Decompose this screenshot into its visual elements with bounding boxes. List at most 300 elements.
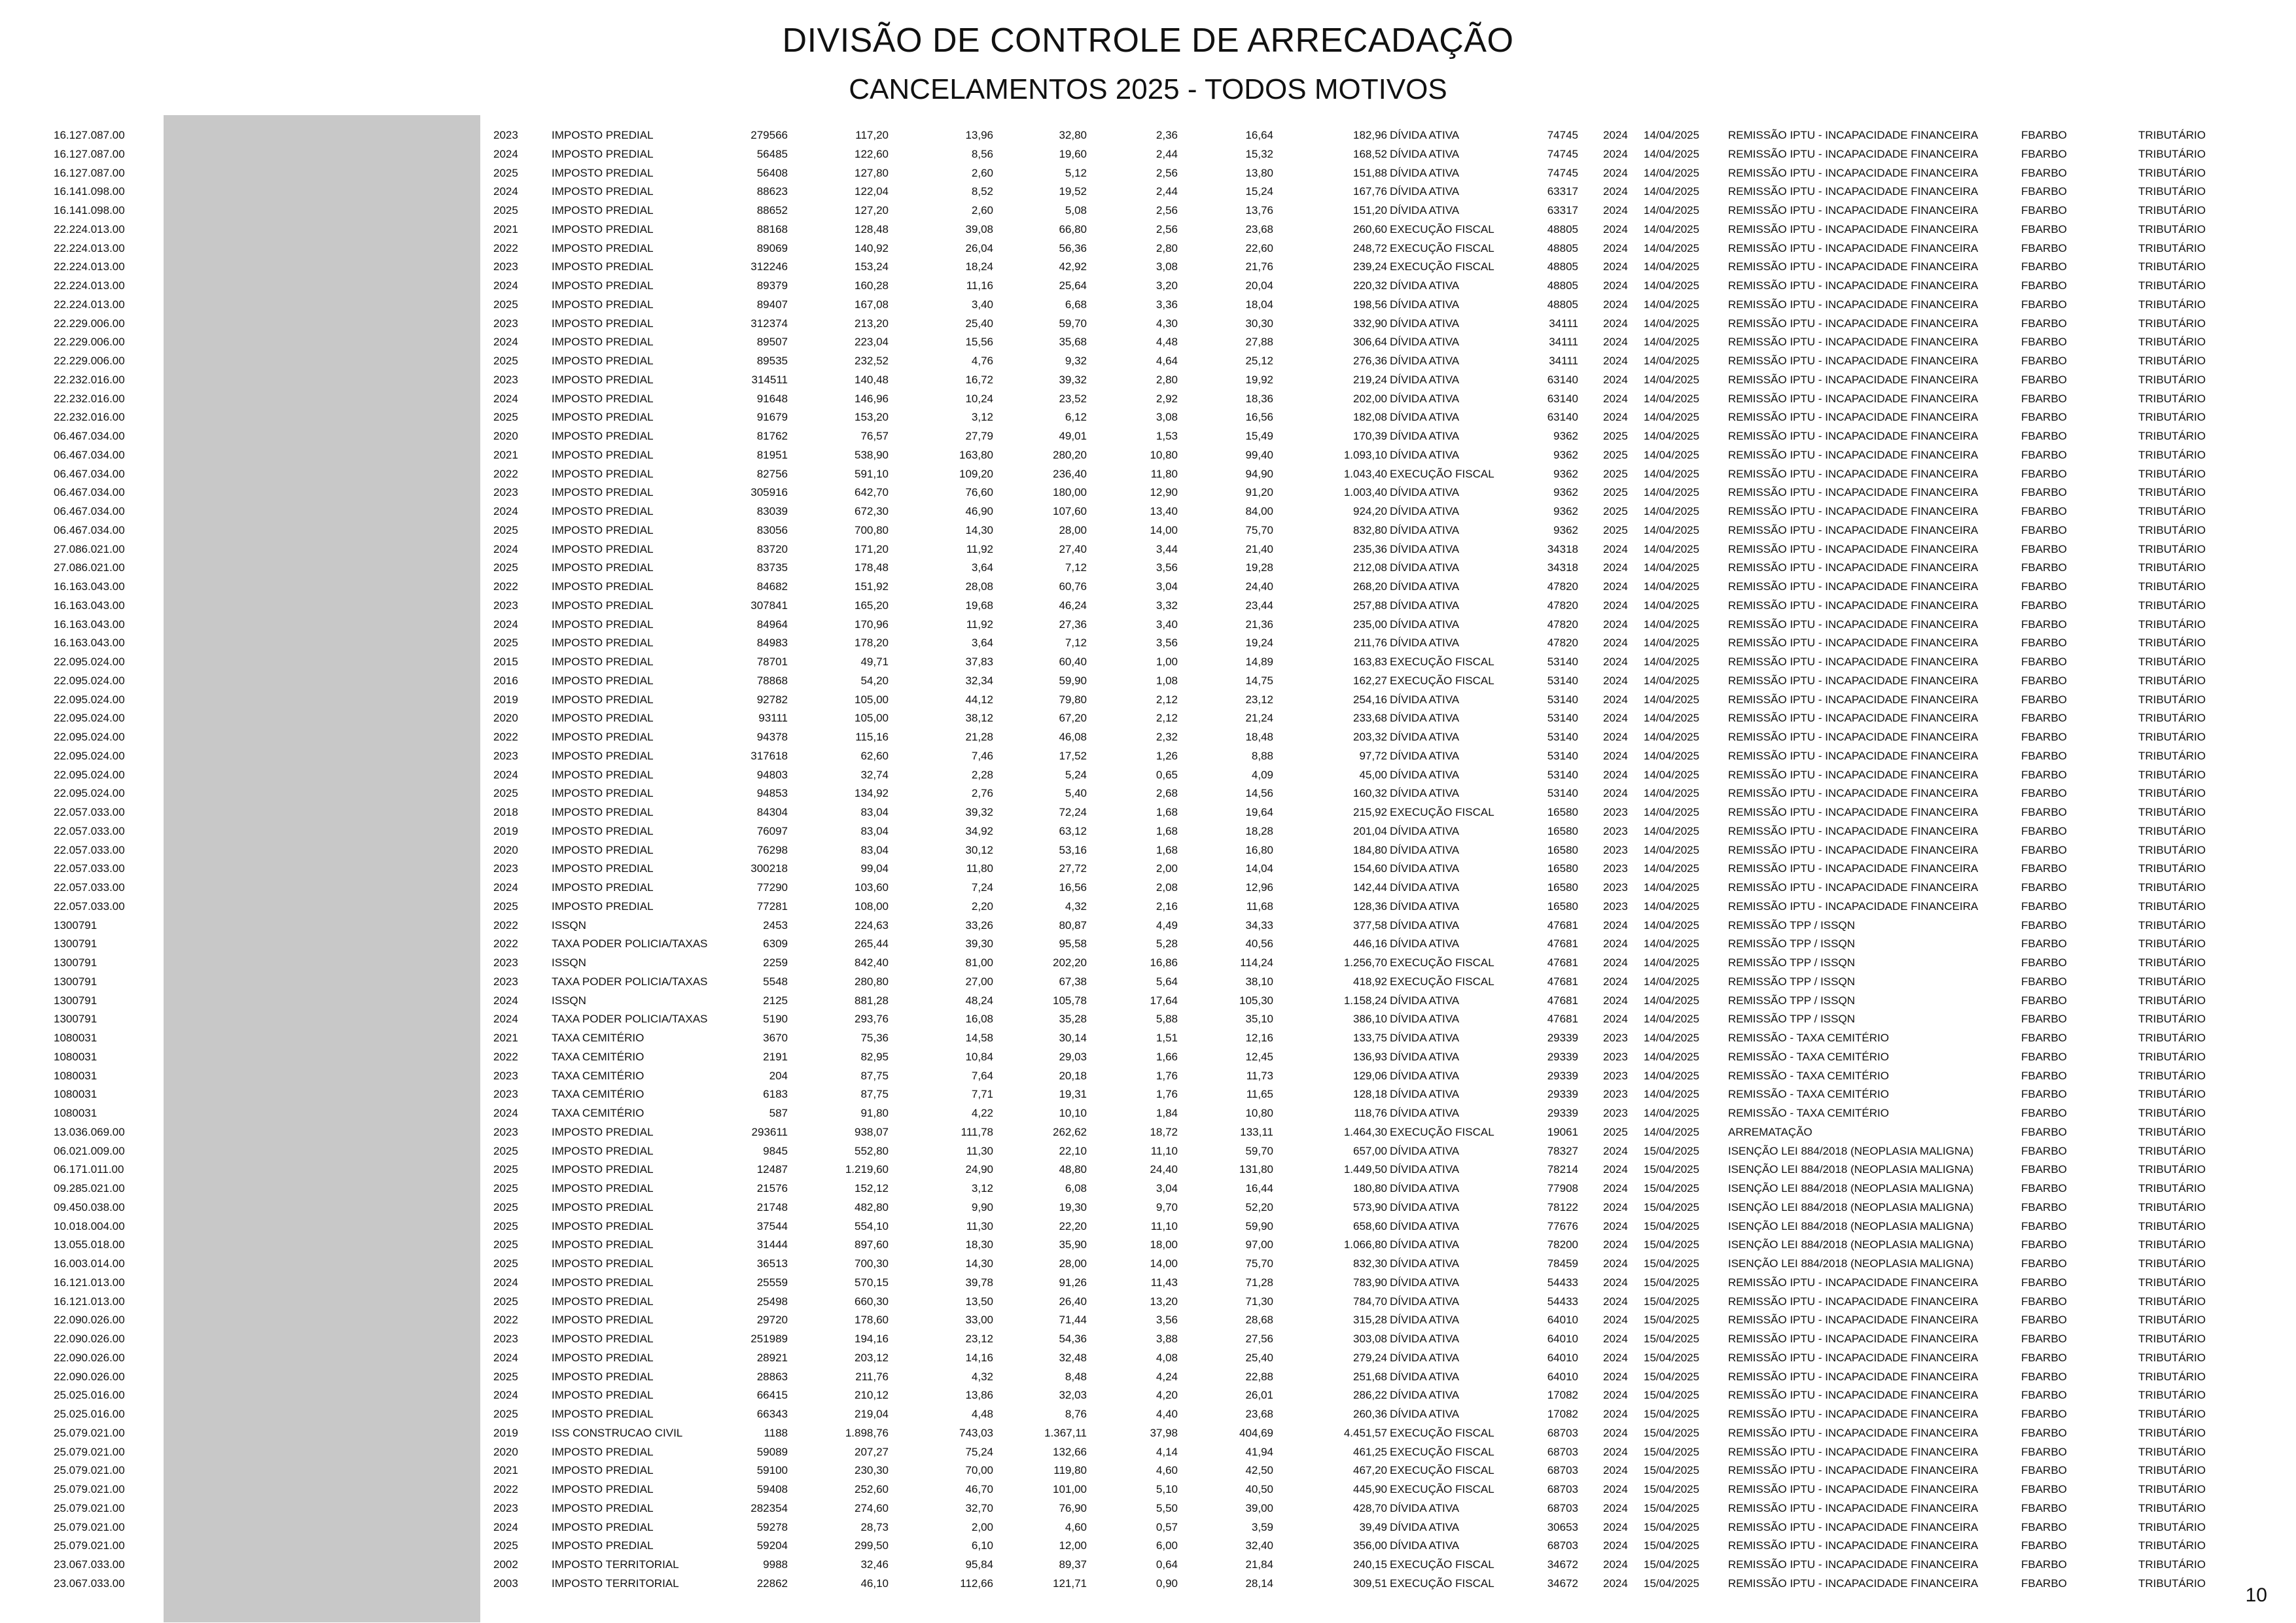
cell-correcao: 3,56 bbox=[1156, 561, 1178, 574]
cell-correcao: 5,10 bbox=[1156, 1483, 1178, 1495]
cell-exercicio: 2024 bbox=[493, 1351, 518, 1364]
cell-valor-principal: 99,04 bbox=[860, 862, 889, 875]
cell-juros: 80,87 bbox=[1059, 918, 1087, 932]
cell-ano-processo: 2024 bbox=[1603, 279, 1628, 292]
cell-total: 254,16 bbox=[1353, 693, 1387, 706]
table-row bbox=[0, 521, 2296, 540]
cell-inscricao: 06.467.034.00 bbox=[54, 505, 125, 517]
cell-setor: TRIBUTÁRIO bbox=[2138, 542, 2206, 555]
cell-motivo: REMISSÃO IPTU - INCAPACIDADE FINANCEIRA bbox=[1728, 1520, 1979, 1533]
cell-correcao: 2,44 bbox=[1156, 147, 1178, 160]
cell-motivo: ISENÇÃO LEI 884/2018 (NEOPLASIA MALIGNA) bbox=[1728, 1182, 1974, 1195]
cell-lancamento: 59408 bbox=[756, 1483, 788, 1495]
cell-usuario: FBARBO bbox=[2021, 129, 2067, 141]
cell-correcao: 1,68 bbox=[1156, 824, 1178, 837]
table-row bbox=[0, 352, 2296, 371]
cell-honorarios: 23,12 bbox=[1245, 693, 1273, 706]
cell-juros: 91,26 bbox=[1059, 1276, 1087, 1289]
cell-honorarios: 32,40 bbox=[1245, 1539, 1273, 1552]
cell-usuario: FBARBO bbox=[2021, 1426, 2067, 1439]
cell-motivo: REMISSÃO TPP / ISSQN bbox=[1728, 975, 1855, 988]
cell-processo: 48805 bbox=[1547, 241, 1578, 254]
cell-tributo: IMPOSTO PREDIAL bbox=[552, 674, 654, 687]
cell-multa: 3,12 bbox=[971, 1182, 993, 1195]
cell-data: 15/04/2025 bbox=[1644, 1483, 1700, 1495]
cell-situacao: DÍVIDA ATIVA bbox=[1390, 1107, 1460, 1119]
cell-exercicio: 2023 bbox=[493, 599, 518, 612]
cell-situacao: DÍVIDA ATIVA bbox=[1390, 712, 1460, 725]
cell-ano-processo: 2024 bbox=[1603, 336, 1628, 349]
cell-situacao: DÍVIDA ATIVA bbox=[1390, 1370, 1460, 1383]
cell-juros: 107,60 bbox=[1053, 505, 1087, 517]
cell-juros: 119,80 bbox=[1053, 1464, 1087, 1477]
cell-lancamento: 317618 bbox=[751, 749, 788, 762]
cell-lancamento: 84304 bbox=[756, 806, 788, 818]
cell-multa: 32,70 bbox=[965, 1501, 993, 1514]
cell-ano-processo: 2024 bbox=[1603, 1163, 1628, 1176]
cell-processo: 19061 bbox=[1547, 1125, 1578, 1138]
cell-motivo: REMISSÃO IPTU - INCAPACIDADE FINANCEIRA bbox=[1728, 260, 1979, 273]
cell-motivo: REMISSÃO IPTU - INCAPACIDADE FINANCEIRA bbox=[1728, 787, 1979, 800]
cell-tributo: IMPOSTO PREDIAL bbox=[552, 523, 654, 536]
cell-usuario: FBARBO bbox=[2021, 1464, 2067, 1477]
cell-lancamento: 56485 bbox=[756, 147, 788, 160]
cell-exercicio: 2019 bbox=[493, 824, 518, 837]
cell-juros: 89,37 bbox=[1059, 1558, 1087, 1571]
cell-valor-principal: 83,04 bbox=[860, 824, 889, 837]
cell-processo: 9362 bbox=[1553, 467, 1578, 480]
cell-valor-principal: 552,80 bbox=[855, 1144, 889, 1157]
cell-correcao: 4,24 bbox=[1156, 1370, 1178, 1383]
cell-tributo: IMPOSTO PREDIAL bbox=[552, 1238, 654, 1251]
cell-correcao: 11,10 bbox=[1150, 1219, 1178, 1232]
cell-ano-processo: 2024 bbox=[1603, 956, 1628, 969]
table-row bbox=[0, 1142, 2296, 1161]
cell-inscricao: 25.079.021.00 bbox=[54, 1539, 125, 1552]
cell-honorarios: 12,16 bbox=[1245, 1032, 1273, 1044]
cell-ano-processo: 2024 bbox=[1603, 1558, 1628, 1571]
cell-setor: TRIBUTÁRIO bbox=[2138, 1200, 2206, 1213]
cell-exercicio: 2025 bbox=[493, 1219, 518, 1232]
table-row bbox=[0, 220, 2296, 239]
cell-correcao: 2,08 bbox=[1156, 881, 1178, 894]
cell-lancamento: 31444 bbox=[756, 1238, 788, 1251]
cell-exercicio: 2003 bbox=[493, 1577, 518, 1590]
cell-multa: 9,90 bbox=[971, 1200, 993, 1213]
cell-exercicio: 2020 bbox=[493, 1445, 518, 1458]
cell-juros: 132,66 bbox=[1053, 1445, 1087, 1458]
cell-inscricao: 16.121.013.00 bbox=[54, 1295, 125, 1308]
cell-situacao: DÍVIDA ATIVA bbox=[1390, 1539, 1460, 1552]
cell-inscricao: 22.095.024.00 bbox=[54, 749, 125, 762]
cell-lancamento: 37544 bbox=[756, 1219, 788, 1232]
cell-situacao: DÍVIDA ATIVA bbox=[1390, 749, 1460, 762]
cell-usuario: FBARBO bbox=[2021, 918, 2067, 932]
cell-exercicio: 2025 bbox=[493, 1370, 518, 1383]
cell-honorarios: 91,20 bbox=[1245, 486, 1273, 499]
cell-honorarios: 16,56 bbox=[1245, 411, 1273, 424]
cell-inscricao: 22.224.013.00 bbox=[54, 222, 125, 236]
cell-juros: 67,20 bbox=[1059, 712, 1087, 725]
cell-honorarios: 23,44 bbox=[1245, 599, 1273, 612]
cell-correcao: 13,40 bbox=[1150, 505, 1178, 517]
cell-correcao: 1,68 bbox=[1156, 843, 1178, 856]
cell-situacao: DÍVIDA ATIVA bbox=[1390, 1182, 1460, 1195]
cell-lancamento: 91679 bbox=[756, 411, 788, 424]
cell-lancamento: 279566 bbox=[751, 129, 788, 141]
cell-honorarios: 35,10 bbox=[1245, 1013, 1273, 1026]
cell-tributo: IMPOSTO PREDIAL bbox=[552, 768, 654, 781]
cell-juros: 101,00 bbox=[1053, 1483, 1087, 1495]
cell-honorarios: 99,40 bbox=[1245, 448, 1273, 461]
cell-situacao: EXECUÇÃO FISCAL bbox=[1390, 260, 1494, 273]
cell-multa: 4,48 bbox=[971, 1408, 993, 1420]
cell-correcao: 4,64 bbox=[1156, 355, 1178, 367]
cell-tributo: IMPOSTO PREDIAL bbox=[552, 693, 654, 706]
cell-lancamento: 83056 bbox=[756, 523, 788, 536]
cell-usuario: FBARBO bbox=[2021, 448, 2067, 461]
cell-exercicio: 2020 bbox=[493, 712, 518, 725]
cell-setor: TRIBUTÁRIO bbox=[2138, 1163, 2206, 1176]
cell-motivo: REMISSÃO IPTU - INCAPACIDADE FINANCEIRA bbox=[1728, 806, 1979, 818]
cell-situacao: DÍVIDA ATIVA bbox=[1390, 899, 1460, 913]
table-row bbox=[0, 1274, 2296, 1293]
cell-situacao: DÍVIDA ATIVA bbox=[1390, 1013, 1460, 1026]
cell-data: 14/04/2025 bbox=[1644, 185, 1700, 198]
cell-total: 142,44 bbox=[1353, 881, 1387, 894]
cell-motivo: REMISSÃO IPTU - INCAPACIDADE FINANCEIRA bbox=[1728, 129, 1979, 141]
cell-valor-principal: 160,28 bbox=[855, 279, 889, 292]
cell-data: 15/04/2025 bbox=[1644, 1445, 1700, 1458]
cell-situacao: DÍVIDA ATIVA bbox=[1390, 693, 1460, 706]
cell-inscricao: 22.095.024.00 bbox=[54, 674, 125, 687]
cell-juros: 95,58 bbox=[1059, 937, 1087, 951]
cell-correcao: 2,80 bbox=[1156, 241, 1178, 254]
page-title: DIVISÃO DE CONTROLE DE ARRECADAÇÃO bbox=[782, 22, 1514, 60]
cell-total: 240,15 bbox=[1353, 1558, 1387, 1571]
cell-usuario: FBARBO bbox=[2021, 279, 2067, 292]
cell-usuario: FBARBO bbox=[2021, 749, 2067, 762]
cell-juros: 10,10 bbox=[1059, 1107, 1087, 1119]
cell-tributo: IMPOSTO PREDIAL bbox=[552, 862, 654, 875]
cell-valor-principal: 897,60 bbox=[855, 1238, 889, 1251]
cell-ano-processo: 2024 bbox=[1603, 1408, 1628, 1420]
cell-total: 45,00 bbox=[1359, 768, 1387, 781]
cell-lancamento: 88168 bbox=[756, 222, 788, 236]
cell-juros: 8,48 bbox=[1065, 1370, 1087, 1383]
cell-setor: TRIBUTÁRIO bbox=[2138, 373, 2206, 386]
cell-usuario: FBARBO bbox=[2021, 1295, 2067, 1308]
table-row bbox=[0, 784, 2296, 803]
cell-juros: 39,32 bbox=[1059, 373, 1087, 386]
cell-inscricao: 22.232.016.00 bbox=[54, 373, 125, 386]
cell-setor: TRIBUTÁRIO bbox=[2138, 1125, 2206, 1138]
cell-lancamento: 2259 bbox=[763, 956, 788, 969]
cell-honorarios: 11,68 bbox=[1246, 899, 1273, 913]
cell-ano-processo: 2024 bbox=[1603, 1200, 1628, 1213]
cell-valor-principal: 152,12 bbox=[855, 1182, 889, 1195]
cell-ano-processo: 2024 bbox=[1603, 1464, 1628, 1477]
cell-inscricao: 22.224.013.00 bbox=[54, 241, 125, 254]
cell-processo: 34111 bbox=[1549, 336, 1578, 349]
cell-ano-processo: 2024 bbox=[1603, 1013, 1628, 1026]
cell-usuario: FBARBO bbox=[2021, 542, 2067, 555]
cell-lancamento: 59204 bbox=[756, 1539, 788, 1552]
cell-total: 1.093,10 bbox=[1343, 448, 1387, 461]
cell-situacao: DÍVIDA ATIVA bbox=[1390, 1501, 1460, 1514]
cell-total: 182,08 bbox=[1353, 411, 1387, 424]
cell-exercicio: 2022 bbox=[493, 918, 518, 932]
table-row bbox=[0, 1349, 2296, 1368]
cell-data: 14/04/2025 bbox=[1644, 222, 1700, 236]
cell-setor: TRIBUTÁRIO bbox=[2138, 1276, 2206, 1289]
cell-valor-principal: 224,63 bbox=[855, 918, 889, 932]
cell-setor: TRIBUTÁRIO bbox=[2138, 580, 2206, 593]
cell-valor-principal: 105,00 bbox=[855, 712, 889, 725]
cell-honorarios: 18,36 bbox=[1245, 392, 1273, 405]
cell-motivo: REMISSÃO IPTU - INCAPACIDADE FINANCEIRA bbox=[1728, 317, 1979, 330]
cell-usuario: FBARBO bbox=[2021, 1333, 2067, 1345]
cell-ano-processo: 2024 bbox=[1603, 712, 1628, 725]
cell-usuario: FBARBO bbox=[2021, 1445, 2067, 1458]
cell-processo: 16580 bbox=[1547, 881, 1578, 894]
cell-total: 1.066,80 bbox=[1343, 1238, 1387, 1251]
table-row bbox=[0, 408, 2296, 427]
cell-total: 573,90 bbox=[1353, 1200, 1387, 1213]
table-row bbox=[0, 1104, 2296, 1123]
cell-tributo: IMPOSTO PREDIAL bbox=[552, 486, 654, 499]
cell-honorarios: 28,68 bbox=[1245, 1314, 1273, 1327]
cell-processo: 29339 bbox=[1547, 1050, 1578, 1063]
cell-lancamento: 81762 bbox=[756, 430, 788, 442]
table-row bbox=[0, 1255, 2296, 1274]
cell-correcao: 18,00 bbox=[1150, 1238, 1178, 1251]
cell-processo: 47820 bbox=[1547, 618, 1578, 631]
cell-honorarios: 21,40 bbox=[1245, 542, 1273, 555]
cell-inscricao: 23.067.033.00 bbox=[54, 1558, 125, 1571]
cell-inscricao: 25.079.021.00 bbox=[54, 1464, 125, 1477]
cell-inscricao: 1080031 bbox=[54, 1107, 97, 1119]
cell-exercicio: 2024 bbox=[493, 994, 518, 1007]
cell-motivo: REMISSÃO IPTU - INCAPACIDADE FINANCEIRA bbox=[1728, 655, 1979, 668]
cell-juros: 4,60 bbox=[1065, 1520, 1087, 1533]
cell-honorarios: 4,09 bbox=[1251, 768, 1273, 781]
cell-multa: 24,90 bbox=[965, 1163, 993, 1176]
cell-total: 170,39 bbox=[1353, 430, 1387, 442]
cell-valor-principal: 660,30 bbox=[855, 1295, 889, 1308]
cell-multa: 4,22 bbox=[971, 1107, 993, 1119]
cell-honorarios: 30,30 bbox=[1245, 317, 1273, 330]
cell-data: 14/04/2025 bbox=[1644, 204, 1700, 217]
cell-juros: 42,92 bbox=[1059, 260, 1087, 273]
cell-setor: TRIBUTÁRIO bbox=[2138, 1314, 2206, 1327]
cell-motivo: REMISSÃO - TAXA CEMITÉRIO bbox=[1728, 1050, 1889, 1063]
cell-data: 14/04/2025 bbox=[1644, 373, 1700, 386]
cell-usuario: FBARBO bbox=[2021, 392, 2067, 405]
cell-usuario: FBARBO bbox=[2021, 1351, 2067, 1364]
cell-processo: 68703 bbox=[1547, 1464, 1578, 1477]
cell-ano-processo: 2024 bbox=[1603, 542, 1628, 555]
cell-inscricao: 06.021.009.00 bbox=[54, 1144, 125, 1157]
cell-tributo: IMPOSTO PREDIAL bbox=[552, 166, 654, 179]
table-row bbox=[0, 1537, 2296, 1556]
cell-total: 832,80 bbox=[1353, 523, 1387, 536]
cell-tributo: ISSQN bbox=[552, 956, 586, 969]
cell-inscricao: 22.229.006.00 bbox=[54, 355, 125, 367]
cell-setor: TRIBUTÁRIO bbox=[2138, 430, 2206, 442]
cell-valor-principal: 210,12 bbox=[855, 1389, 889, 1402]
cell-data: 14/04/2025 bbox=[1644, 129, 1700, 141]
cell-lancamento: 36513 bbox=[756, 1257, 788, 1270]
cell-ano-processo: 2024 bbox=[1603, 637, 1628, 650]
cell-data: 14/04/2025 bbox=[1644, 448, 1700, 461]
cell-lancamento: 2125 bbox=[763, 994, 788, 1007]
cell-multa: 33,26 bbox=[965, 918, 993, 932]
cell-honorarios: 20,04 bbox=[1245, 279, 1273, 292]
cell-multa: 14,30 bbox=[965, 1257, 993, 1270]
cell-multa: 3,64 bbox=[971, 561, 993, 574]
cell-juros: 30,14 bbox=[1059, 1032, 1087, 1044]
cell-data: 14/04/2025 bbox=[1644, 542, 1700, 555]
cell-juros: 63,12 bbox=[1059, 824, 1087, 837]
cell-usuario: FBARBO bbox=[2021, 1219, 2067, 1232]
table-row bbox=[0, 258, 2296, 277]
cell-data: 14/04/2025 bbox=[1644, 166, 1700, 179]
cell-usuario: FBARBO bbox=[2021, 655, 2067, 668]
cell-juros: 17,52 bbox=[1059, 749, 1087, 762]
cell-usuario: FBARBO bbox=[2021, 336, 2067, 349]
cell-motivo: REMISSÃO IPTU - INCAPACIDADE FINANCEIRA bbox=[1728, 693, 1979, 706]
cell-inscricao: 25.025.016.00 bbox=[54, 1408, 125, 1420]
cell-processo: 29339 bbox=[1547, 1032, 1578, 1044]
cell-exercicio: 2020 bbox=[493, 843, 518, 856]
cell-tributo: IMPOSTO PREDIAL bbox=[552, 129, 654, 141]
cell-valor-principal: 134,92 bbox=[855, 787, 889, 800]
cell-processo: 53140 bbox=[1547, 749, 1578, 762]
cell-usuario: FBARBO bbox=[2021, 1069, 2067, 1082]
cell-setor: TRIBUTÁRIO bbox=[2138, 467, 2206, 480]
cell-juros: 19,52 bbox=[1059, 185, 1087, 198]
cell-exercicio: 2022 bbox=[493, 241, 518, 254]
cell-ano-processo: 2024 bbox=[1603, 222, 1628, 236]
cell-lancamento: 312246 bbox=[751, 260, 788, 273]
cell-juros: 59,70 bbox=[1059, 317, 1087, 330]
cell-situacao: EXECUÇÃO FISCAL bbox=[1390, 1125, 1494, 1138]
cell-juros: 46,08 bbox=[1059, 731, 1087, 743]
cell-inscricao: 22.090.026.00 bbox=[54, 1370, 125, 1383]
cell-total: 1.003,40 bbox=[1343, 486, 1387, 499]
cell-situacao: DÍVIDA ATIVA bbox=[1390, 129, 1460, 141]
cell-exercicio: 2023 bbox=[493, 1501, 518, 1514]
table-row bbox=[0, 1461, 2296, 1480]
cell-data: 14/04/2025 bbox=[1644, 1088, 1700, 1101]
cell-exercicio: 2023 bbox=[493, 486, 518, 499]
cell-situacao: EXECUÇÃO FISCAL bbox=[1390, 1558, 1494, 1571]
table-row bbox=[0, 126, 2296, 145]
cell-ano-processo: 2024 bbox=[1603, 204, 1628, 217]
cell-setor: TRIBUTÁRIO bbox=[2138, 637, 2206, 650]
cell-setor: TRIBUTÁRIO bbox=[2138, 411, 2206, 424]
table-row bbox=[0, 183, 2296, 201]
page-subtitle: CANCELAMENTOS 2025 - TODOS MOTIVOS bbox=[849, 73, 1447, 105]
cell-lancamento: 76097 bbox=[756, 824, 788, 837]
cell-valor-principal: 881,28 bbox=[855, 994, 889, 1007]
cell-total: 260,36 bbox=[1353, 1408, 1387, 1420]
cell-juros: 29,03 bbox=[1059, 1050, 1087, 1063]
cell-lancamento: 66415 bbox=[756, 1389, 788, 1402]
cell-usuario: FBARBO bbox=[2021, 1314, 2067, 1327]
cell-honorarios: 22,60 bbox=[1245, 241, 1273, 254]
cell-exercicio: 2025 bbox=[493, 166, 518, 179]
cell-valor-principal: 127,80 bbox=[855, 166, 889, 179]
cell-data: 15/04/2025 bbox=[1644, 1389, 1700, 1402]
cell-honorarios: 39,00 bbox=[1245, 1501, 1273, 1514]
cell-tributo: TAXA PODER POLICIA/TAXAS bbox=[552, 975, 708, 988]
cell-juros: 66,80 bbox=[1059, 222, 1087, 236]
cell-total: 428,70 bbox=[1353, 1501, 1387, 1514]
cell-total: 268,20 bbox=[1353, 580, 1387, 593]
cell-setor: TRIBUTÁRIO bbox=[2138, 1389, 2206, 1402]
cell-multa: 7,24 bbox=[971, 881, 993, 894]
cell-multa: 11,16 bbox=[966, 279, 993, 292]
cell-setor: TRIBUTÁRIO bbox=[2138, 1257, 2206, 1270]
table-row bbox=[0, 390, 2296, 409]
cell-processo: 63140 bbox=[1547, 411, 1578, 424]
cell-lancamento: 5548 bbox=[763, 975, 788, 988]
cell-valor-principal: 122,60 bbox=[855, 147, 889, 160]
cell-data: 14/04/2025 bbox=[1644, 392, 1700, 405]
cell-total: 233,68 bbox=[1353, 712, 1387, 725]
cell-multa: 13,50 bbox=[965, 1295, 993, 1308]
cell-ano-processo: 2024 bbox=[1603, 1276, 1628, 1289]
cell-valor-principal: 151,92 bbox=[855, 580, 889, 593]
cell-setor: TRIBUTÁRIO bbox=[2138, 166, 2206, 179]
cell-inscricao: 22.224.013.00 bbox=[54, 298, 125, 311]
cell-juros: 12,00 bbox=[1059, 1539, 1087, 1552]
cell-multa: 3,64 bbox=[971, 637, 993, 650]
cell-setor: TRIBUTÁRIO bbox=[2138, 222, 2206, 236]
cell-exercicio: 2025 bbox=[493, 298, 518, 311]
cell-motivo: REMISSÃO IPTU - INCAPACIDADE FINANCEIRA bbox=[1728, 637, 1979, 650]
cell-honorarios: 131,80 bbox=[1239, 1163, 1273, 1176]
cell-situacao: DÍVIDA ATIVA bbox=[1390, 580, 1460, 593]
cell-ano-processo: 2024 bbox=[1603, 166, 1628, 179]
cell-inscricao: 23.067.033.00 bbox=[54, 1577, 125, 1590]
cell-ano-processo: 2024 bbox=[1603, 655, 1628, 668]
cell-tributo: IMPOSTO PREDIAL bbox=[552, 1501, 654, 1514]
cell-multa: 46,70 bbox=[965, 1483, 993, 1495]
cell-tributo: ISS CONSTRUCAO CIVIL bbox=[552, 1426, 683, 1439]
cell-juros: 19,31 bbox=[1059, 1088, 1087, 1101]
cell-setor: TRIBUTÁRIO bbox=[2138, 1539, 2206, 1552]
cell-honorarios: 114,24 bbox=[1240, 956, 1273, 969]
cell-honorarios: 23,68 bbox=[1245, 1408, 1273, 1420]
cell-situacao: EXECUÇÃO FISCAL bbox=[1390, 975, 1494, 988]
cell-ano-processo: 2024 bbox=[1603, 1238, 1628, 1251]
cell-tributo: IMPOSTO PREDIAL bbox=[552, 336, 654, 349]
cell-ano-processo: 2024 bbox=[1603, 241, 1628, 254]
cell-lancamento: 251989 bbox=[751, 1333, 788, 1345]
cell-multa: 39,30 bbox=[965, 937, 993, 951]
cell-juros: 26,40 bbox=[1059, 1295, 1087, 1308]
cell-multa: 111,78 bbox=[961, 1125, 993, 1138]
cell-motivo: REMISSÃO TPP / ISSQN bbox=[1728, 956, 1855, 969]
cell-inscricao: 22.232.016.00 bbox=[54, 411, 125, 424]
cell-usuario: FBARBO bbox=[2021, 787, 2067, 800]
cell-valor-principal: 178,20 bbox=[855, 637, 889, 650]
cell-total: 160,32 bbox=[1353, 787, 1387, 800]
cell-exercicio: 2025 bbox=[493, 1408, 518, 1420]
